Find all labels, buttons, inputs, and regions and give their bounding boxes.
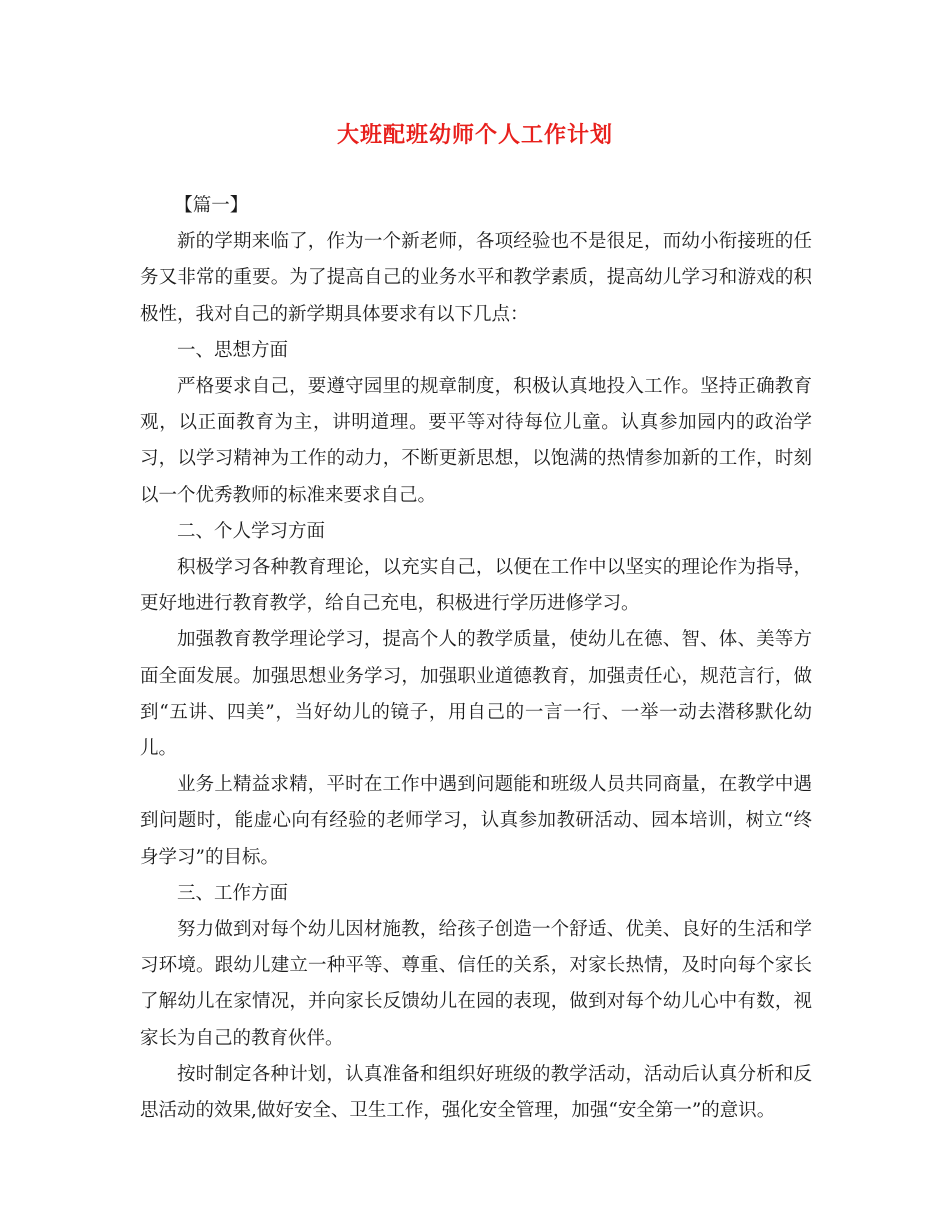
- heading-ideology: 一、思想方面: [177, 339, 289, 361]
- paragraph-study-theory: 积极学习各种教育理论，以充实自己，以便在工作中以坚实的理论作为指导，更好地进行教育教学，给自己充电，积极进行学历进修学习。: [140, 557, 812, 615]
- heading-personal-study: 二、个人学习方面: [177, 520, 326, 542]
- document-title: 大班配班幼师个人工作计划: [336, 122, 613, 148]
- document-body: [140, 188, 812, 1129]
- heading-work: 三、工作方面: [177, 882, 289, 904]
- paragraph-ideology: 严格要求自己，要遵守园里的规章制度，积极认真地投入工作。坚持正确教育观，以正面教育为主，讲明道理。要平等对待每位儿童。认真参加园内的政治学习，以学习精神为工作的动力，不断更新思想，以饱满的热情参加新的工作，时刻以一个优秀教师的标准来要求自己。: [140, 376, 812, 506]
- paragraph-study-excellence: 业务上精益求精，平时在工作中遇到问题能和班级人员共同商量，在教学中遇到问题时，能虚心向有经验的老师学习，认真参加教研活动、园本培训，树立“终身学习”的目标。: [140, 774, 812, 868]
- section-label-part-one: 【篇一】: [174, 195, 249, 216]
- paragraph-work-planning: 按时制定各种计划，认真准备和组织好班级的教学活动，活动后认真分析和反思活动的效果,做好安全、卫生工作，强化安全管理，加强“安全第一”的意识。: [140, 1063, 812, 1122]
- paragraph-work-teaching: 努力做到对每个幼儿因材施教，给孩子创造一个舒适、优美、良好的生活和学习环境。跟幼儿建立一种平等、尊重、信任的关系，对家长热情，及时向每个家长了解幼儿在家情况，并向家长反馈幼儿在园的表现，做到对每个幼儿心中有数，视家长为自己的教育伙伴。: [140, 919, 812, 1049]
- paragraph-study-quality: 加强教育教学理论学习，提高个人的教学质量，使幼儿在德、智、体、美等方面全面发展。加强思想业务学习，加强职业道德教育，加强责任心，规范言行，做到“五讲、四美”，当好幼儿的镜子，用自己的一言一行、一举一动去潜移默化幼儿。: [140, 629, 812, 760]
- intro-paragraph: 新的学期来临了，作为一个新老师，各项经验也不是很足，而幼小衔接班的任务又非常的重要。为了提高自己的业务水平和教学素质，提高幼儿学习和游戏的积极性，我对自己的新学期具体要求有以下几点：: [140, 231, 812, 325]
